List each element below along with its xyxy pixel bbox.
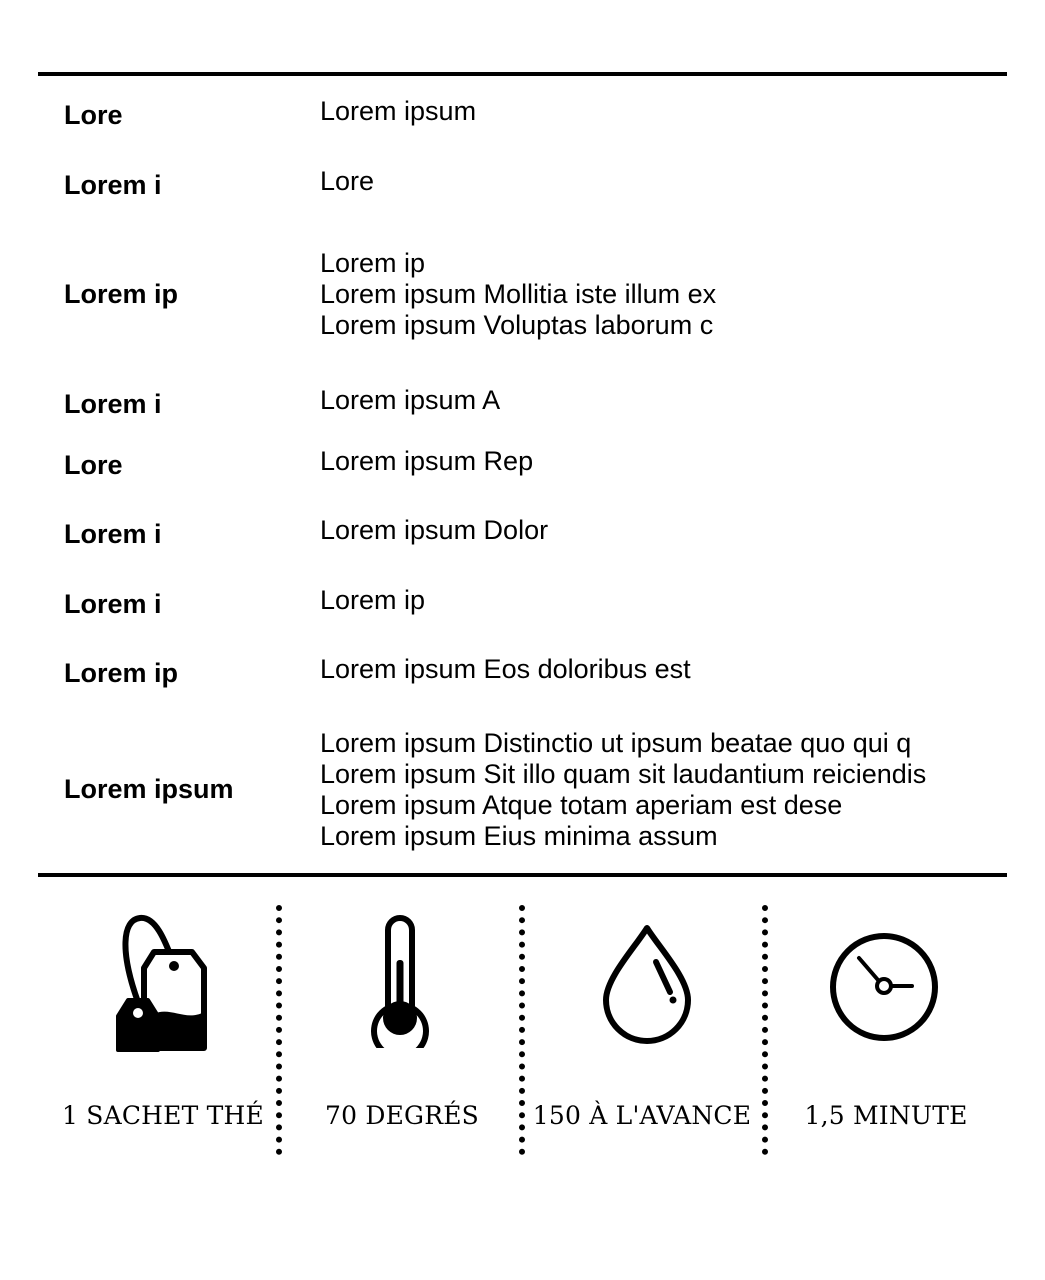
row-value: Lorem ipsum A <box>320 385 501 415</box>
row-value: Lorem ipsum Rep <box>320 446 534 476</box>
row-label: Lorem i <box>64 170 162 200</box>
row-label: Lore <box>64 100 123 130</box>
row-value: Lorem ip <box>320 585 426 615</box>
tea-bag-icon <box>110 912 214 1058</box>
table-bottom-rule <box>38 873 1007 877</box>
row-value: Lorem ipsum Distinctio ut ipsum beatae quo qui q Lorem ipsum Sit illo quam sit laudantium reiciendis Lorem ipsum Atque totam aperiam est dese Lorem ipsum Eius minima assum <box>320 728 927 851</box>
row-value: Lorem ipsum <box>320 96 477 126</box>
row-value: Lorem ipsum Eos doloribus est <box>320 654 691 684</box>
row-label: Lorem ip <box>64 658 179 688</box>
clock-icon <box>826 930 942 1046</box>
time-caption: 1,5 MINUTE <box>804 1101 968 1130</box>
water-caption: 150 À L'AVANCE <box>532 1101 752 1130</box>
row-value: Lore <box>320 166 375 196</box>
row-label: Lorem i <box>64 519 162 549</box>
dotted-divider <box>762 905 768 1155</box>
thermometer-icon <box>368 912 432 1048</box>
row-label: Lorem i <box>64 389 162 419</box>
row-label: Lorem i <box>64 589 162 619</box>
table-top-rule <box>38 72 1007 76</box>
row-value: Lorem ip Lorem ipsum Mollitia iste illum ex Lorem ipsum Voluptas laborum c <box>320 248 717 340</box>
row-value: Lorem ipsum Dolor <box>320 515 549 545</box>
row-label: Lore <box>64 450 123 480</box>
dotted-divider <box>276 905 282 1155</box>
row-label: Lorem ip <box>64 279 179 309</box>
row-label: Lorem ipsum <box>64 774 234 804</box>
water-drop-icon <box>600 922 694 1046</box>
temperature-caption: 70 DEGRÉS <box>324 1101 480 1130</box>
tea-bag-caption: 1 SACHET THÉ <box>62 1101 264 1130</box>
